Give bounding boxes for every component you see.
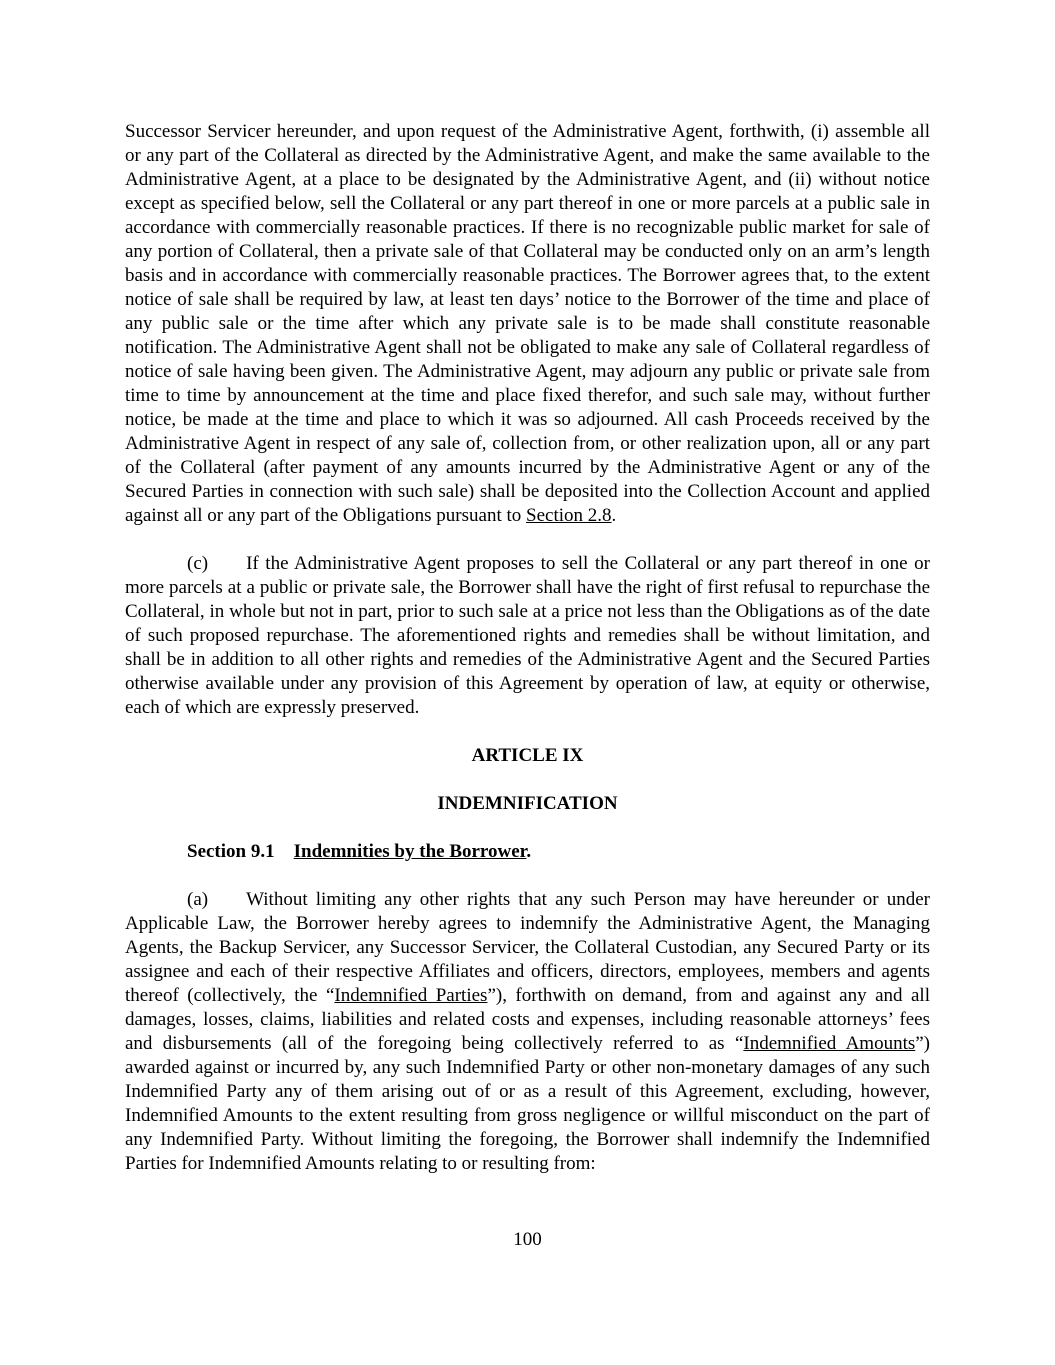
- page-number: 100: [513, 1229, 542, 1250]
- article-ix-heading: ARTICLE IX: [471, 745, 584, 766]
- document-body: [125, 120, 930, 1200]
- paragraph-remedies-continuation: Successor Servicer hereunder, and upon request of the Administrative Agent, forthwith, (i) assemble all or any part of the Collateral as directed by the Administrative Agent, and make the same available to the Administrative Agent, at a place to be designated by the Administrative Agent, and (ii) without notice except as specified below, sell the Collateral or any part thereof in one or more parcels at a public sale in accordance with commercially reasonable practices. If there is no recognizable public market for sale of any portion of Collateral, then a private sale of that Collateral may be conducted only on an arm’s length basis and in accordance with commercially reasonable practices. The Borrower agrees that, to the extent notice of sale shall be required by law, at least ten days’ notice to the Borrower of the time and place of any public sale or the time after which any private sale is to be made shall constitute reasonable notification. The Administrative Agent shall not be obligated to make any sale of Collateral regardless of notice of sale having been given. The Administrative Agent, may adjourn any public or private sale from time to time by announcement at the time and place fixed therefor, and such sale may, without further notice, be made at the time and place to which it was so adjourned. All cash Proceeds received by the Administrative Agent in respect of any sale of, collection from, or other realization upon, all or any part of the Collateral (after payment of any amounts incurred by the Administrative Agent or any of the Secured Parties in connection with such sale) shall be deposited into the Collection Account and applied against all or any part of the Obligations pursuant to Section 2.8.: [125, 121, 930, 526]
- paragraph-a-indemnities: (a) Without limiting any other rights that any such Person may have hereunder or under Applicable Law, the Borrower hereby agrees to indemnify the Administrative Agent, the Managing Agents, the Backup Servicer, any Successor Servicer, the Collateral Custodian, any Secured Party or its assignee and each of their respective Affiliates and officers, directors, employees, members and agents thereof (collectively, the “Indemnified Parties”), forthwith on demand, from and against any and all damages, losses, claims, liabilities and related costs and expenses, including reasonable attorneys’ fees and disbursements (all of the foregoing being collectively referred to as “Indemnified Amounts”) awarded against or incurred by, any such Indemnified Party or other non-monetary damages of any such Indemnified Party any of them arising out of or as a result of this Agreement, excluding, however, Indemnified Amounts to the extent resulting from gross negligence or willful misconduct on the part of any Indemnified Party. Without limiting the foregoing, the Borrower shall indemnify the Indemnified Parties for Indemnified Amounts relating to or resulting from:: [125, 889, 931, 1174]
- paragraph-c-right-of-first-refusal: (c) If the Administrative Agent proposes to sell the Collateral or any part thereof in one or more parcels at a public or private sale, the Borrower shall have the right of first refusal to repurchase the Collateral, in whole but not in part, prior to such sale at a price not less than the Obligations as of the date of such proposed repurchase. The aforementioned rights and remedies shall be without limitation, and shall be in addition to all other rights and remedies of the Administrative Agent and the Secured Parties otherwise available under any provision of this Agreement by operation of law, at equity or otherwise, each of which are expressly preserved.: [125, 553, 930, 718]
- section-9-1-heading: Section 9.1 Indemnities by the Borrower.: [187, 841, 532, 862]
- indemnification-title: INDEMNIFICATION: [437, 793, 618, 814]
